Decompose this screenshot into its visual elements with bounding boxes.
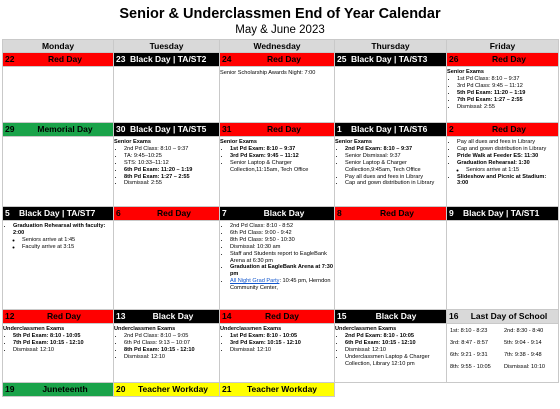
list-item: • 2nd Pd Class: 8:10 – 9:05 — [124, 333, 219, 340]
event-heading: Senior Exams — [335, 139, 372, 145]
day-body-may-25 — [335, 67, 447, 123]
schedule-item: 2nd: 8:30 - 8:40 — [504, 328, 544, 334]
week3-body-row — [3, 221, 559, 310]
day-type-label: Red Day — [47, 54, 82, 64]
list-item: • 7th Pd Exam: 1:27 – 2:55 — [457, 97, 558, 104]
list-item: • STS: 10:33–11:12 — [124, 160, 219, 167]
event-list — [3, 333, 113, 354]
page-title: Senior & Underclassmen End of Year Calendar — [119, 6, 441, 22]
day-header-jun-2 — [447, 123, 559, 137]
day-body-jun-6 — [114, 221, 220, 310]
day-type-label: Red Day — [156, 208, 191, 218]
list-item: • Underclassmen Laptop & Charger Collection, Library 12:10 pm — [345, 354, 446, 368]
date-number: 14 — [222, 311, 232, 321]
date-number: 7 — [222, 208, 227, 218]
day-header-jun-12 — [3, 310, 114, 324]
day-header-jun-21 — [220, 383, 335, 397]
event-heading: Underclassmen Exams — [3, 326, 65, 332]
event-list — [114, 146, 219, 187]
list-item: • Dismissal: 12:10 — [345, 347, 446, 354]
day-header-jun-5 — [3, 207, 114, 221]
last-day-schedule — [447, 324, 558, 371]
day-header-jun-19 — [3, 383, 114, 397]
day-type-label: Memorial Day — [37, 124, 93, 134]
list-item: • TA: 9:45–10:25 — [124, 153, 219, 160]
day-body-jun-13 — [114, 324, 220, 383]
date-number: 26 — [449, 54, 459, 64]
day-type-label: Black Day | TA/ST2 — [130, 54, 207, 64]
day-type-label: Red Day — [379, 208, 414, 218]
day-of-week-header — [3, 40, 559, 53]
event-list — [3, 223, 113, 251]
date-number: 23 — [116, 54, 126, 64]
day-type-label: Red Day — [266, 124, 301, 134]
list-item: • All Night Grad Party: 10:45 pm, Herndon Community Center, — [230, 278, 334, 292]
day-header-jun-14 — [220, 310, 335, 324]
week5-header-row — [3, 383, 559, 397]
list-item: • Slideshow and Picnic at Stadium: 3:00 — [457, 174, 558, 188]
day-header-jun-8 — [335, 207, 447, 221]
date-number: 9 — [449, 208, 454, 218]
day-body-may-29 — [3, 137, 114, 207]
schedule-item: 7th: 9:38 - 9:48 — [504, 351, 542, 358]
list-item: • 3rd Pd Class: 9:45 – 11:12 — [457, 83, 558, 90]
day-header-jun-15 — [335, 310, 447, 324]
list-item: • Senior Laptop & Charger Collection,11:15am, Tech Office — [230, 160, 334, 174]
list-item: • 2nd Pd Class: 8:10 - 8:52 — [230, 223, 334, 230]
week3-header-row — [3, 207, 559, 221]
schedule-item: 3rd: 8:47 - 8:57 — [450, 339, 488, 346]
dow-monday: Monday — [3, 40, 114, 53]
day-body-jun-15 — [335, 324, 447, 383]
dow-friday: Friday — [447, 40, 559, 53]
list-item: • Dismissal: 10:30 am — [230, 244, 334, 251]
event-list — [220, 333, 334, 354]
event-list — [447, 76, 558, 111]
day-type-label: Red Day — [266, 54, 301, 64]
day-type-label: Teacher Workday — [246, 384, 318, 394]
day-body-may-23 — [114, 67, 220, 123]
list-item: • 1st Pd Class: 8:10 – 9:37 — [457, 76, 558, 83]
day-type-label: Black Day | TA/ST7 — [19, 208, 96, 218]
list-item: ◦ Seniors arrive at 1:45 — [22, 237, 113, 244]
schedule-item: 8th: 9:55 - 10:05 — [450, 363, 491, 370]
day-header-may-24 — [220, 53, 335, 67]
date-number: 21 — [222, 384, 232, 394]
day-body-jun-2 — [447, 137, 559, 207]
list-item: • Senior Dismissal: 9:37 — [345, 153, 446, 160]
schedule-item: 6th: 9:21 - 9:31 — [450, 351, 488, 358]
day-type-label: Red Day — [491, 124, 526, 134]
list-item: • 2nd Pd Exam: 8:10 - 10:05 — [345, 333, 446, 340]
list-item: • 2nd Pd Exam: 8:10 – 9:37 — [345, 146, 446, 153]
list-item: • 6th Pd Exam: 10:15 - 12:10 — [345, 340, 446, 347]
day-type-label: Black Day — [375, 311, 417, 321]
date-number: 29 — [5, 124, 15, 134]
day-type-label: Red Day — [264, 311, 299, 321]
day-header-jun-6 — [114, 207, 220, 221]
day-header-jun-13 — [114, 310, 220, 324]
date-number: 1 — [337, 124, 342, 134]
day-body-jun-16 — [447, 324, 559, 383]
list-item: ◦ Seniors arrive at 1:15 — [466, 167, 558, 174]
week2-header-row — [3, 123, 559, 137]
list-item: • Cap and gown distribution in Library — [345, 180, 446, 187]
event-list — [114, 333, 219, 361]
list-item: • Cap and gown distribution in Library — [457, 146, 558, 153]
date-number: 20 — [116, 384, 126, 394]
event-heading: Underclassmen Exams — [220, 326, 282, 332]
date-number: 24 — [222, 54, 232, 64]
day-type-label: Black Day | TA/ST5 — [130, 124, 207, 134]
list-item: • Graduation Rehearsal with faculty: 2:00 ◦ Seniors arrive at 1:45 ◦ Faculty arrive at 3:15 — [13, 223, 113, 251]
day-header-jun-1 — [335, 123, 447, 137]
week1-body-row — [3, 67, 559, 123]
event-heading: Senior Exams — [447, 69, 484, 75]
sub-list — [457, 167, 558, 174]
list-item: • 6th Pd Class: 9:00 - 9:42 — [230, 230, 334, 237]
day-header-may-26 — [447, 53, 559, 67]
day-type-label: Black Day — [152, 311, 194, 321]
list-item: • Dismissal: 12:10 — [13, 347, 113, 354]
event-list — [220, 223, 334, 292]
date-number: 22 — [5, 54, 15, 64]
sub-list — [13, 237, 113, 251]
empty-cell — [447, 383, 559, 397]
list-item: • 2nd Pd Class: 8:10 – 9:37 — [124, 146, 219, 153]
day-type-label: Last Day of School — [470, 311, 548, 321]
list-item: ◦ Faculty arrive at 3:15 — [22, 244, 113, 251]
list-item: • Senior Laptop & Charger Collection,9:45am, Tech Office — [345, 160, 446, 174]
date-number: 5 — [5, 208, 10, 218]
list-item: • Dismissal: 12:10 — [230, 347, 334, 354]
week1-header-row — [3, 53, 559, 67]
date-number: 15 — [337, 311, 347, 321]
date-number: 16 — [449, 311, 459, 321]
day-header-may-22 — [3, 53, 114, 67]
day-body-may-31 — [220, 137, 335, 207]
dow-wednesday: Wednesday — [220, 40, 335, 53]
list-item: • 1st Pd Exam: 8:10 - 10:05 — [230, 333, 334, 340]
dow-tuesday: Tuesday — [114, 40, 220, 53]
schedule-item: Dismissal: 10:10 — [504, 363, 546, 370]
day-body-jun-12 — [3, 324, 114, 383]
week2-body-row — [3, 137, 559, 207]
day-body-jun-14 — [220, 324, 335, 383]
day-header-may-23 — [114, 53, 220, 67]
event-heading: Senior Exams — [114, 139, 151, 145]
list-item: • Pay all dues and fees in Library — [457, 139, 558, 146]
page-subtitle: May & June 2023 — [235, 24, 325, 36]
date-number: 30 — [116, 124, 126, 134]
week4-body-row — [3, 324, 559, 383]
list-item: • 8th Pd Exam: 1:27 – 2:55 — [124, 174, 219, 181]
day-body-jun-1 — [335, 137, 447, 207]
list-item: • 1st Pd Exam: 8:10 – 9:37 — [230, 146, 334, 153]
list-item: • 5th Pd Exam: 11:20 – 1:19 — [457, 90, 558, 97]
day-type-label: Black Day | TA/ST6 — [351, 124, 428, 134]
date-number: 2 — [449, 124, 454, 134]
week4-header-row — [3, 310, 559, 324]
list-item: • 6th Pd Class: 9:13 – 10:07 — [124, 340, 219, 347]
list-item: • 8th Pd Exam: 10:15 - 12:10 — [124, 347, 219, 354]
list-item: • Dismissal: 2:55 — [124, 180, 219, 187]
day-body-may-24 — [220, 67, 335, 123]
day-type-label: Red Day — [46, 311, 81, 321]
day-type-label: Black Day | TA/ST3 — [351, 54, 428, 64]
list-item: • Pride Walk at Feeder ES: 11:30 — [457, 153, 558, 160]
event-heading: Underclassmen Exams — [335, 326, 397, 332]
list-item: • Staff and Students report to EagleBank Arena at 6:30 pm — [230, 251, 334, 265]
day-header-may-30 — [114, 123, 220, 137]
day-body-jun-8 — [335, 221, 447, 310]
list-item: • Dismissal: 2:55 — [457, 104, 558, 111]
all-night-grad-party-link[interactable]: All Night Grad Party — [230, 278, 280, 285]
schedule-item: 1st: 8:10 - 8:23 — [450, 328, 488, 334]
day-type-label: Black Day | TA/ST1 — [463, 208, 540, 218]
date-number: 6 — [116, 208, 121, 218]
event-list — [447, 139, 558, 187]
event-text: Senior Scholarship Awards Night: 7:00 — [220, 70, 316, 76]
day-header-may-29 — [3, 123, 114, 137]
date-number: 8 — [337, 208, 342, 218]
day-header-jun-16 — [447, 310, 559, 324]
empty-cell — [335, 383, 447, 397]
list-item: • 3rd Pd Exam: 9:45 – 11:12 — [230, 153, 334, 160]
list-item: • Pay all dues and fees in Library — [345, 174, 446, 181]
list-item: • 3rd Pd Exam: 10:15 - 12:10 — [230, 340, 334, 347]
day-type-label: Red Day — [491, 54, 526, 64]
list-item: • Dismissal: 12:10 — [124, 354, 219, 361]
day-body-jun-5 — [3, 221, 114, 310]
list-item: • 6th Pd Exam: 11:20 – 1:19 — [124, 167, 219, 174]
event-list — [220, 146, 334, 174]
event-list — [335, 146, 446, 187]
day-body-may-26 — [447, 67, 559, 123]
event-heading: Underclassmen Exams — [114, 326, 176, 332]
event-heading: Senior Exams — [220, 139, 257, 145]
date-number: 31 — [222, 124, 232, 134]
event-list — [335, 333, 446, 368]
list-item: • 8th Pd Class: 9:50 - 10:30 — [230, 237, 334, 244]
date-number: 19 — [5, 384, 15, 394]
day-type-label: Black Day — [263, 208, 305, 218]
day-type-label: Teacher Workday — [137, 384, 209, 394]
list-item: • Graduation Rehearsal: 1:30 ◦ Seniors arrive at 1:15 — [457, 160, 558, 174]
day-body-may-30 — [114, 137, 220, 207]
day-body-jun-9 — [447, 221, 559, 310]
schedule-item: 5th: 9:04 - 9:14 — [504, 339, 542, 346]
list-item: • 5th Pd Exam: 8:10 - 10:05 — [13, 333, 113, 340]
date-number: 12 — [5, 311, 15, 321]
day-header-jun-9 — [447, 207, 559, 221]
date-number: 25 — [337, 54, 347, 64]
list-item: • Graduation at EagleBank Arena at 7:30 pm — [230, 264, 334, 278]
list-item: • 7th Pd Exam: 10:15 - 12:10 — [13, 340, 113, 347]
day-header-may-25 — [335, 53, 447, 67]
calendar-table — [2, 39, 559, 397]
dow-thursday: Thursday — [335, 40, 447, 53]
day-body-may-22 — [3, 67, 114, 123]
day-type-label: Juneteenth — [42, 384, 88, 394]
day-header-may-31 — [220, 123, 335, 137]
date-number: 13 — [116, 311, 126, 321]
day-header-jun-7 — [220, 207, 335, 221]
day-header-jun-20 — [114, 383, 220, 397]
day-body-jun-7 — [220, 221, 335, 310]
